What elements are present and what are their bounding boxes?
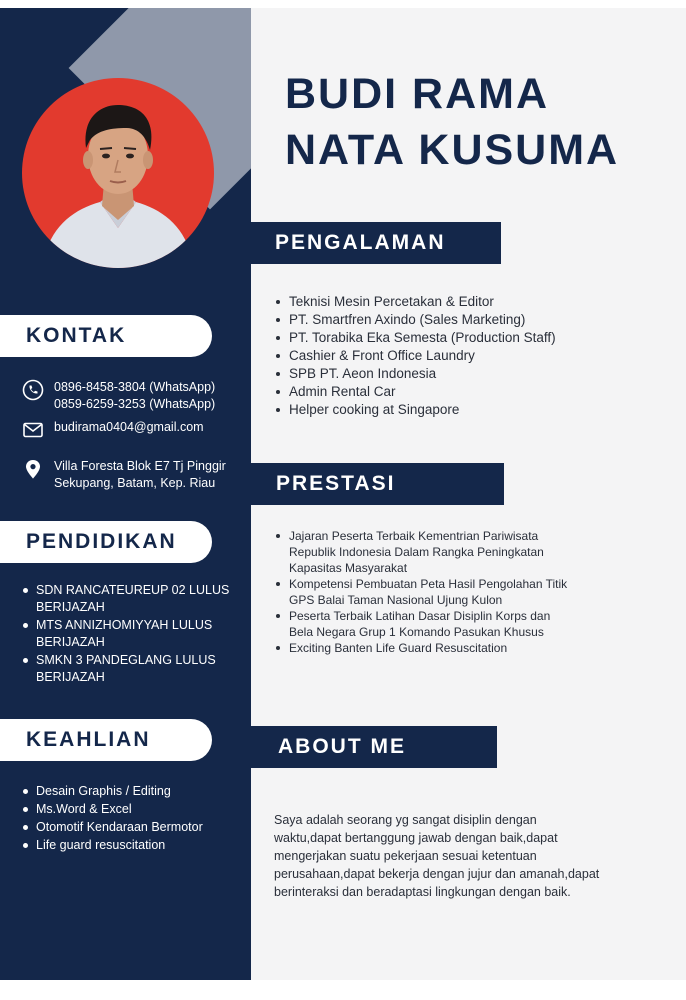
address-line-1: Villa Foresta Blok E7 Tj Pinggir: [54, 459, 226, 473]
phone-icon: [22, 379, 44, 401]
list-item: Cashier & Front Office Laundry: [272, 347, 572, 365]
experience-list: [272, 293, 572, 419]
list-item: SMKN 3 PANDEGLANG LULUS BERIJAZAH: [20, 652, 235, 686]
name-line-1: BUDI RAMA: [285, 70, 550, 118]
name-line-2: NATA KUSUMA: [285, 126, 620, 174]
phone-number-2: 0859-6259-3253 (WhatsApp): [54, 397, 216, 411]
email-address: budirama0404@gmail.com: [54, 420, 204, 434]
profile-photo: [22, 78, 214, 268]
list-item: Desain Graphis / Editing: [20, 783, 235, 800]
list-item: Ms.Word & Excel: [20, 801, 235, 818]
list-item: PT. Torabika Eka Semesta (Production Staff): [272, 329, 572, 347]
contact-heading: KONTAK: [0, 315, 212, 357]
education-list: [20, 582, 235, 687]
skills-heading: KEAHLIAN: [0, 719, 212, 761]
mail-icon: [22, 419, 44, 441]
address-line-2: Sekupang, Batam, Kep. Riau: [54, 476, 216, 490]
list-item: Peserta Terbaik Latihan Dasar Disiplin Korps dan Bela Negara Grup 1 Komando Pasukan Khusus: [272, 608, 568, 640]
list-item: Helper cooking at Singapore: [272, 401, 572, 419]
skills-list: [20, 783, 235, 855]
full-name: [285, 66, 619, 178]
list-item: Kompetensi Pembuatan Peta Hasil Pengolahan Titik GPS Balai Taman Nasional Ujung Kulon: [272, 576, 568, 608]
location-pin-icon: [22, 458, 44, 480]
list-item: Jajaran Peserta Terbaik Kementrian Pariwisata Republik Indonesia Dalam Rangka Peningkatan Kapasitas Masyarakat: [272, 528, 568, 576]
list-item: SDN RANCATEUREUP 02 LULUS BERIJAZAH: [20, 582, 235, 616]
list-item: Teknisi Mesin Percetakan & Editor: [272, 293, 572, 311]
about-text: Saya adalah seorang yg sangat disiplin dengan waktu,dapat bertanggung jawab dengan baik,dapat mengerjakan suatu pekerjaan sesuai ketentuan perusahaan,dapat bekerja dengan jujur dan amanah,dapat berinteraksi dan beradaptasi lingkungan dengan baik.: [274, 813, 600, 899]
phone-number-1: 0896-8458-3804 (WhatsApp): [54, 380, 216, 394]
list-item: SPB PT. Aeon Indonesia: [272, 365, 572, 383]
list-item: Admin Rental Car: [272, 383, 572, 401]
list-item: Life guard resuscitation: [20, 837, 235, 854]
achievements-heading: PRESTASI: [251, 463, 504, 505]
about-heading: ABOUT ME: [251, 726, 497, 768]
list-item: PT. Smartfren Axindo (Sales Marketing): [272, 311, 572, 329]
person-portrait-icon: [22, 78, 214, 268]
experience-heading: PENGALAMAN: [251, 222, 501, 264]
achievements-list: [272, 528, 568, 656]
list-item: Otomotif Kendaraan Bermotor: [20, 819, 235, 836]
list-item: Exciting Banten Life Guard Resuscitation: [272, 640, 568, 656]
list-item: MTS ANNIZHOMIYYAH LULUS BERIJAZAH: [20, 617, 235, 651]
education-heading: PENDIDIKAN: [0, 521, 212, 563]
